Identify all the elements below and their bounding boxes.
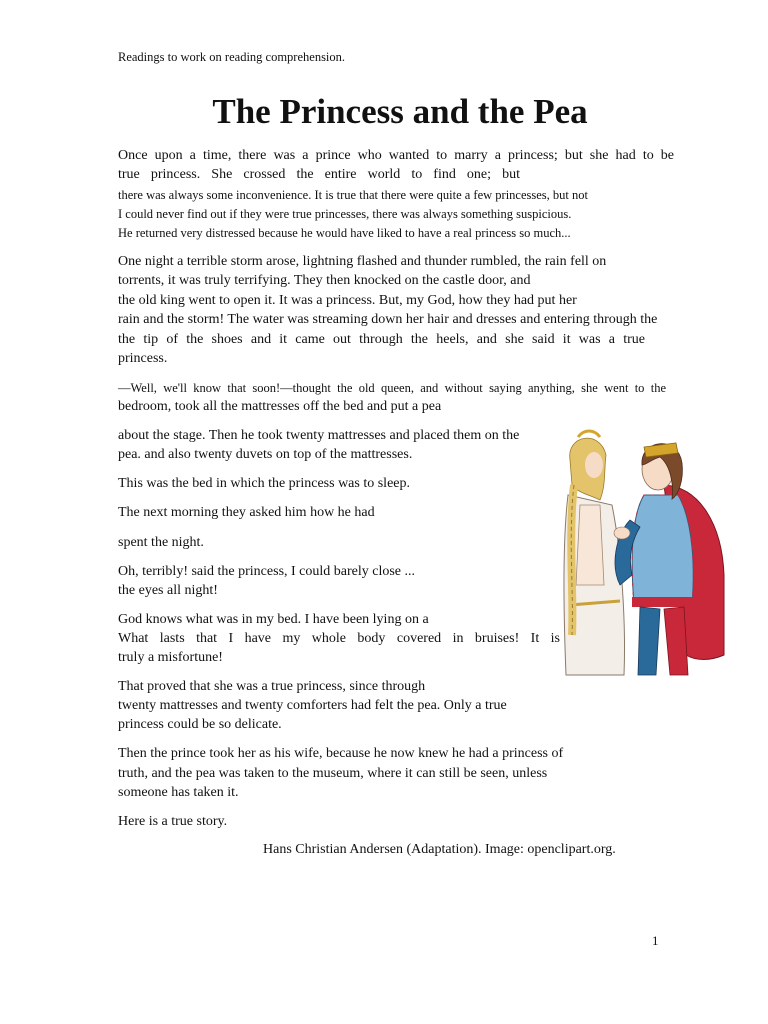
paragraph-line: The next morning they asked him how he had — [118, 505, 375, 520]
document-header: Readings to work on reading comprehension. — [118, 50, 346, 64]
paragraph-line: —Well, we'll know that soon!—thought the old queen, and without saying anything, she went to the — [118, 381, 666, 395]
paragraph-line: This was the bed in which the princess was to sleep. — [118, 476, 410, 491]
paragraph-line: torrents, it was truly terrifying. They then knocked on the castle door, and — [118, 273, 531, 288]
paragraph-line: spent the night. — [118, 535, 204, 550]
paragraph-line: twenty mattresses and twenty comforters had felt the pea. Only a true — [118, 698, 507, 713]
paragraph-line: I could never find out if they were true princesses, there was always something suspicious. — [118, 207, 572, 221]
prince-figure — [614, 443, 724, 675]
paragraph-line: truly a misfortune! — [118, 650, 223, 665]
paragraph-line: pea. and also twenty duvets on top of the mattresses. — [118, 447, 413, 462]
paragraph-line: about the stage. Then he took twenty mattresses and placed them on the — [118, 428, 520, 443]
paragraph-line: Once upon a time, there was a prince who wanted to marry a princess; but she had to be — [118, 148, 674, 163]
paragraph-line: someone has taken it. — [118, 785, 239, 800]
paragraph-line: the old king went to open it. It was a princess. But, my God, how they had put her — [118, 293, 577, 308]
paragraph-line: bedroom, took all the mattresses off the bed and put a pea — [118, 399, 442, 414]
attribution-credit: Hans Christian Andersen (Adaptation). Image: openclipart.org. — [263, 842, 616, 857]
page-number: 1 — [652, 933, 659, 948]
paragraph-line: there was always some inconvenience. It is true that there were quite a few princesses, but not — [118, 188, 588, 202]
paragraph-line: the tip of the shoes and it came out through the heels, and she said it was a true — [118, 332, 645, 347]
paragraph-line: rain and the storm! The water was streaming down her hair and dresses and entering through the — [118, 312, 658, 327]
paragraph-line: One night a terrible storm arose, lightning flashed and thunder rumbled, the rain fell on — [118, 254, 607, 269]
paragraph-line: What lasts that I have my whole body covered in bruises! It is — [118, 631, 560, 646]
prince-princess-illustration — [560, 425, 725, 687]
paragraph-line: truth, and the pea was taken to the museum, where it can still be seen, unless — [118, 766, 548, 781]
paragraph-line: true princess. She crossed the entire world to find one; but — [118, 167, 520, 182]
paragraph-line: Oh, terribly! said the princess, I could barely close ... — [118, 564, 416, 579]
paragraph-line: That proved that she was a true princess, since through — [118, 679, 426, 694]
paragraph-line: princess could be so delicate. — [118, 717, 282, 732]
paragraph-line: He returned very distressed because he would have liked to have a real princess so much... — [118, 226, 571, 240]
page-title: The Princess and the Pea — [212, 92, 588, 131]
paragraph-line: princess. — [118, 351, 168, 366]
paragraph-line: Here is a true story. — [118, 814, 228, 829]
paragraph-line: the eyes all night! — [118, 583, 218, 598]
paragraph-line: God knows what was in my bed. I have been lying on a — [118, 612, 429, 627]
paragraph-line: Then the prince took her as his wife, because he now knew he had a princess of — [118, 746, 564, 761]
